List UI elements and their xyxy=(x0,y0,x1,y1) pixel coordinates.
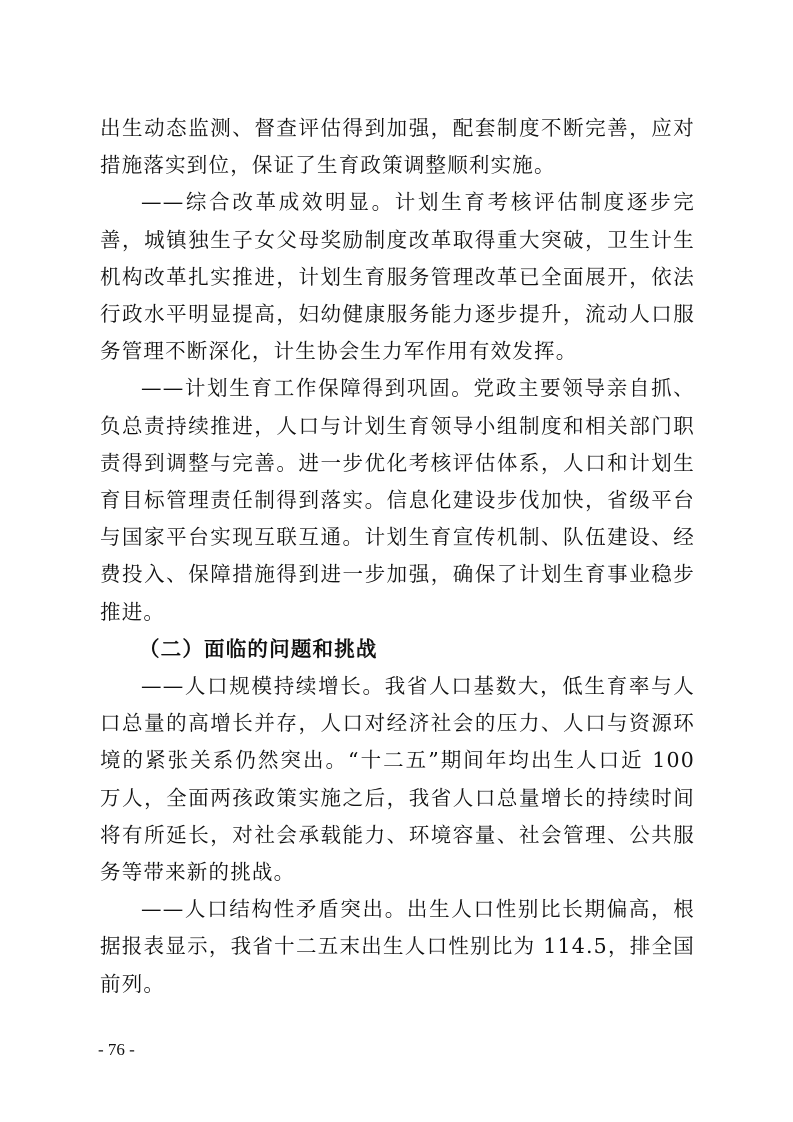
paragraph-1: 出生动态监测、督查评估得到加强，配套制度不断完善，应对措施落实到位，保证了生育政策调整顺利实施。 xyxy=(100,116,695,178)
document-body xyxy=(100,110,695,1003)
paragraph-population-scale: ——人口规模持续增长。我省人口基数大，低生育率与人口总量的高增长并存，人口对经济社会的压力、人口与资源环境的紧张关系仍然突出。“十二五”期间年均出生人口近 100 万人，全面两孩政策实施之后，我省人口总量增长的持续时间将有所延长，对社会承载能力、环境容量、社会管理、公共服务等带来新的挑战。 xyxy=(100,674,695,885)
paragraph-population-structure: ——人口结构性矛盾突出。出生人口性别比长期偏高，根据报表显示，我省十二五末出生人口性别比为 114.5，排全国前列。 xyxy=(100,897,695,996)
page-number: - 76 - xyxy=(98,1040,135,1059)
section-heading-problems-challenges: （二）面临的问题和挑战 xyxy=(138,636,378,661)
paragraph-comprehensive-reform: ——综合改革成效明显。计划生育考核评估制度逐步完善，城镇独生子女父母奖励制度改革取得重大突破，卫生计生机构改革扎实推进，计划生育服务管理改革已全面展开，依法行政水平明显提高，妇幼健康服务能力逐步提升，流动人口服务管理不断深化，计生协会生力军作用有效发挥。 xyxy=(100,190,695,364)
paragraph-work-guarantee: ——计划生育工作保障得到巩固。党政主要领导亲自抓、负总责持续推进，人口与计划生育领导小组制度和相关部门职责得到调整与完善。进一步优化考核评估体系，人口和计划生育目标管理责任制得到落实。信息化建设步伐加快，省级平台与国家平台实现互联互通。计划生育宣传机制、队伍建设、经费投入、保障措施得到进一步加强，确保了计划生育事业稳步推进。 xyxy=(100,376,695,624)
